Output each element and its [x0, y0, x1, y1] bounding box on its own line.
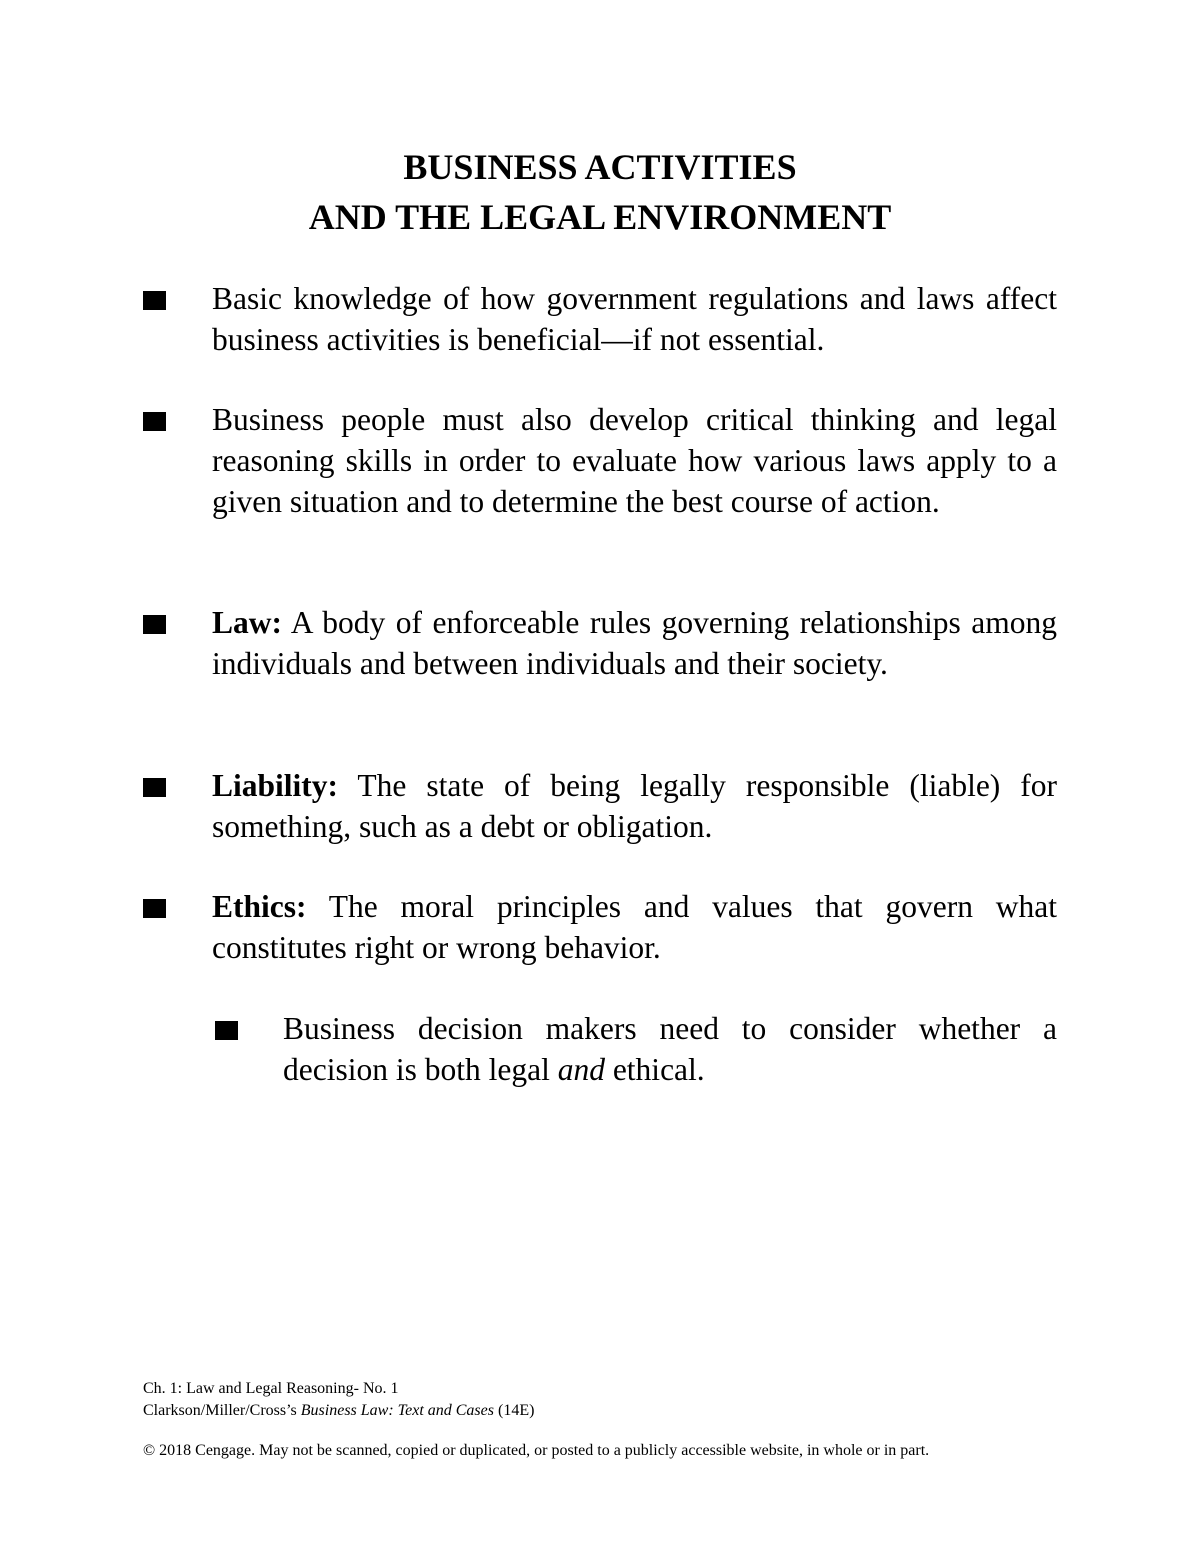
bullet-text: [212, 886, 1057, 968]
sub-bullet-before: Business decision makers need to consider whether a decision is both legal: [283, 1011, 1057, 1087]
bullet-text: [283, 1008, 1057, 1090]
bullet-item-ethics: [143, 886, 1057, 968]
term-liability: Liability:: [212, 768, 339, 803]
page-title: [0, 142, 1200, 242]
footer-chapter: Ch. 1: Law and Legal Reasoning- No. 1: [143, 1380, 399, 1397]
bullet-item-1: [143, 278, 1057, 360]
bullet-text: [212, 765, 1057, 847]
definition-ethics: The moral principles and values that govern what constitutes right or wrong behavior.: [212, 889, 1057, 965]
definition-law: A body of enforceable rules governing relationships among individuals and between individuals and their society.: [212, 605, 1057, 681]
bullet-body: Basic knowledge of how government regulations and laws affect business activities is beneficial—if not essential.: [212, 281, 1057, 357]
sub-bullet-after: ethical.: [604, 1052, 705, 1087]
square-bullet-icon: [143, 412, 166, 431]
sub-bullet-item: [215, 1008, 1057, 1090]
title-line-1: BUSINESS ACTIVITIES: [403, 147, 797, 187]
square-bullet-icon: [143, 899, 166, 918]
bullet-text: [212, 399, 1057, 522]
square-bullet-icon: [143, 291, 166, 310]
footer-edition: (14E): [493, 1402, 535, 1419]
bullet-item-liability: [143, 765, 1057, 847]
square-bullet-icon: [215, 1021, 238, 1040]
title-line-2: AND THE LEGAL ENVIRONMENT: [308, 197, 892, 237]
term-law: Law:: [212, 605, 282, 640]
bullet-item-law: [143, 602, 1057, 684]
term-ethics: Ethics:: [212, 889, 307, 924]
footer-copyright: © 2018 Cengage. May not be scanned, copied or duplicated, or posted to a publicly accessible website, in whole or in part.: [143, 1442, 930, 1459]
bullet-text: [212, 602, 1057, 684]
bullet-item-2: [143, 399, 1057, 522]
square-bullet-icon: [143, 778, 166, 797]
sub-bullet-emphasis: and: [557, 1052, 605, 1087]
footer-book-citation: [143, 1400, 534, 1422]
definition-liability: The state of being legally responsible (liable) for something, such as a debt or obligation.: [212, 768, 1057, 844]
square-bullet-icon: [143, 615, 166, 634]
bullet-body: Business people must also develop critical thinking and legal reasoning skills in order to evaluate how various laws apply to a given situation and to determine the best course of action.: [212, 402, 1057, 519]
bullet-text: [212, 278, 1057, 360]
footer-authors: Clarkson/Miller/Cross’s: [143, 1402, 301, 1419]
footer-book-title: Business Law: Text and Cases: [300, 1402, 494, 1419]
